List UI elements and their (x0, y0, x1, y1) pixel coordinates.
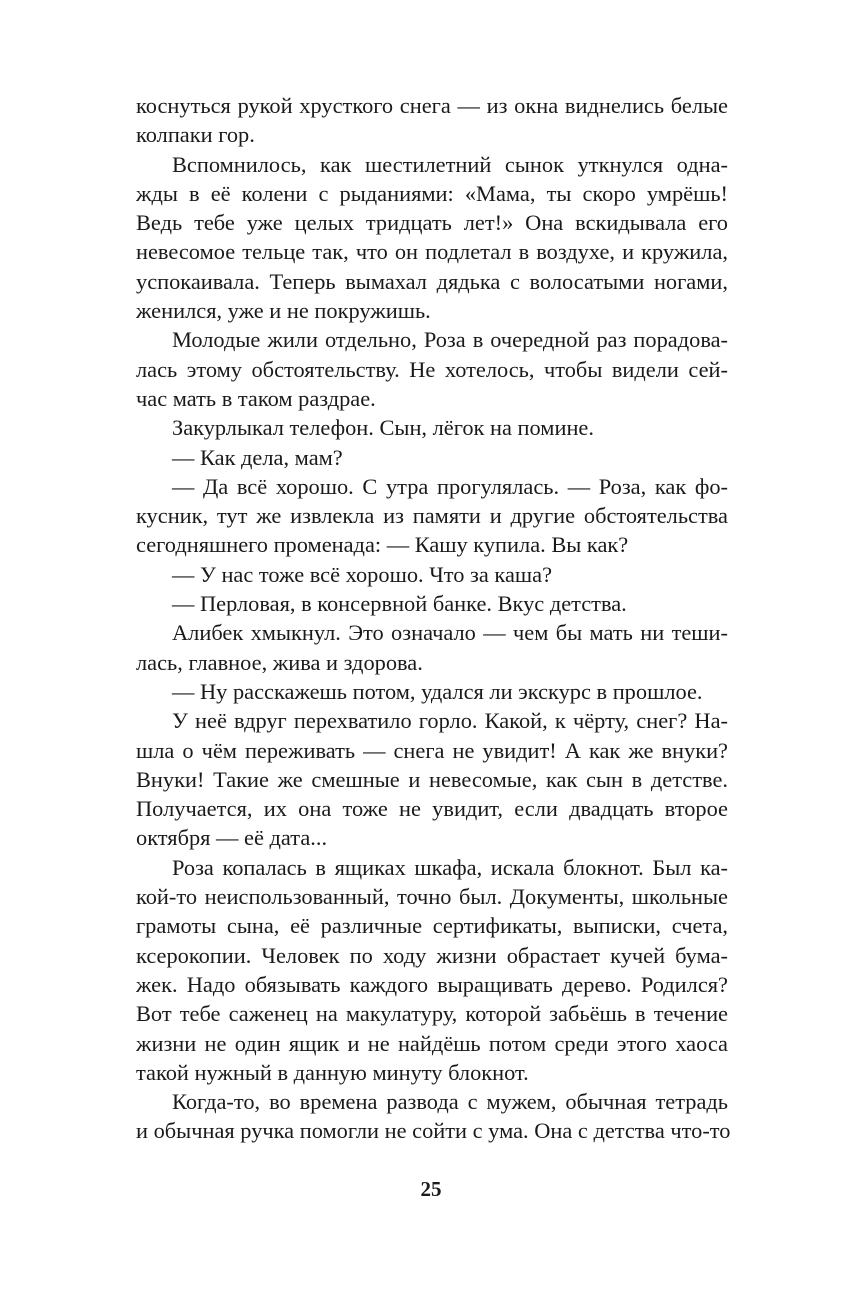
text-line: лась этому обстоятельству. Не хотелось, чтобы видели сей- (136, 356, 728, 382)
body-text (136, 91, 731, 1146)
text-line: кусник, тут же извлекла из памяти и другие обстоятельства (136, 503, 728, 529)
text-line: колпаки гор. (136, 122, 255, 148)
text-line: Молодые жили отдельно, Роза в очередной раз порадова- (172, 327, 728, 353)
text-line: — У нас тоже всё хорошо. Что за каша? (172, 561, 553, 587)
text-line: Когда-то, во времена развода с мужем, обычная тетрадь (172, 1089, 728, 1115)
text-line: и обычная ручка помогли не сойти с ума. Она с детства что-то (136, 1118, 731, 1144)
text-line: Роза копалась в ящиках шкафа, искала блокнот. Был ка- (172, 854, 728, 880)
text-line: — Да всё хорошо. С утра прогулялась. — Роза, как фо- (172, 473, 728, 499)
text-line: такой нужный в данную минуту блокнот. (136, 1059, 529, 1085)
text-line: грамоты сына, её различные сертификаты, выписки, счета, (136, 913, 728, 939)
text-line: жизни не один ящик и не найдёшь потом среди этого хаоса (136, 1030, 728, 1056)
text-line: успокаивала. Теперь вымахал дядька с волосатыми ногами, (136, 268, 728, 294)
text-line: час мать в таком раздрае. (136, 385, 376, 411)
text-line: Ведь тебе уже целых тридцать лет!» Она вскидывала его (136, 210, 728, 236)
text-line: кой-то неиспользованный, точно был. Документы, школьные (136, 884, 728, 910)
text-line: женился, уже и не покружишь. (136, 298, 431, 324)
text-line: Вот тебе саженец на макулатуру, которой забьёшь в течение (136, 1001, 728, 1027)
text-line: сегодняшнего променада: — Кашу купила. Вы как? (136, 532, 629, 558)
text-line: ксерокопии. Человек по ходу жизни обрастает кучей бума- (136, 942, 728, 968)
text-line: шла о чём переживать — снега не увидит! А как же внуки? (136, 737, 728, 763)
text-line: — Ну расскажешь потом, удался ли экскурс в прошлое. (172, 678, 703, 704)
text-line: — Перловая, в консервной банке. Вкус детства. (172, 591, 627, 617)
page-number: 25 (420, 1177, 442, 1201)
text-line: — Как дела, мам? (172, 444, 343, 470)
text-line: жды в её колени с рыданиями: «Мама, ты скоро умрёшь! (136, 180, 728, 206)
text-line: Получается, их она тоже не увидит, если двадцать второе (136, 796, 728, 822)
text-line: У неё вдруг перехватило горло. Какой, к чёрту, снег? На- (172, 708, 728, 734)
text-line: лась, главное, жива и здорова. (136, 649, 423, 675)
text-line: невесомое тельце так, что он подлетал в воздухе, и кружила, (136, 239, 728, 265)
text-line: Внуки! Такие же смешные и невесомые, как сын в детстве. (136, 766, 728, 792)
text-line: Вспомнилось, как шестилетний сынок уткнулся одна- (172, 151, 728, 177)
text-line: жек. Надо обязывать каждого выращивать дерево. Родился? (136, 971, 728, 997)
text-line: октября — её дата... (136, 825, 328, 851)
text-line: Закурлыкал телефон. Сын, лёгок на помине. (172, 415, 594, 441)
text-line: Алибек хмыкнул. Это означало — чем бы мать ни теши- (172, 620, 728, 646)
text-line: коснуться рукой хрусткого снега — из окна виднелись белые (136, 93, 728, 118)
